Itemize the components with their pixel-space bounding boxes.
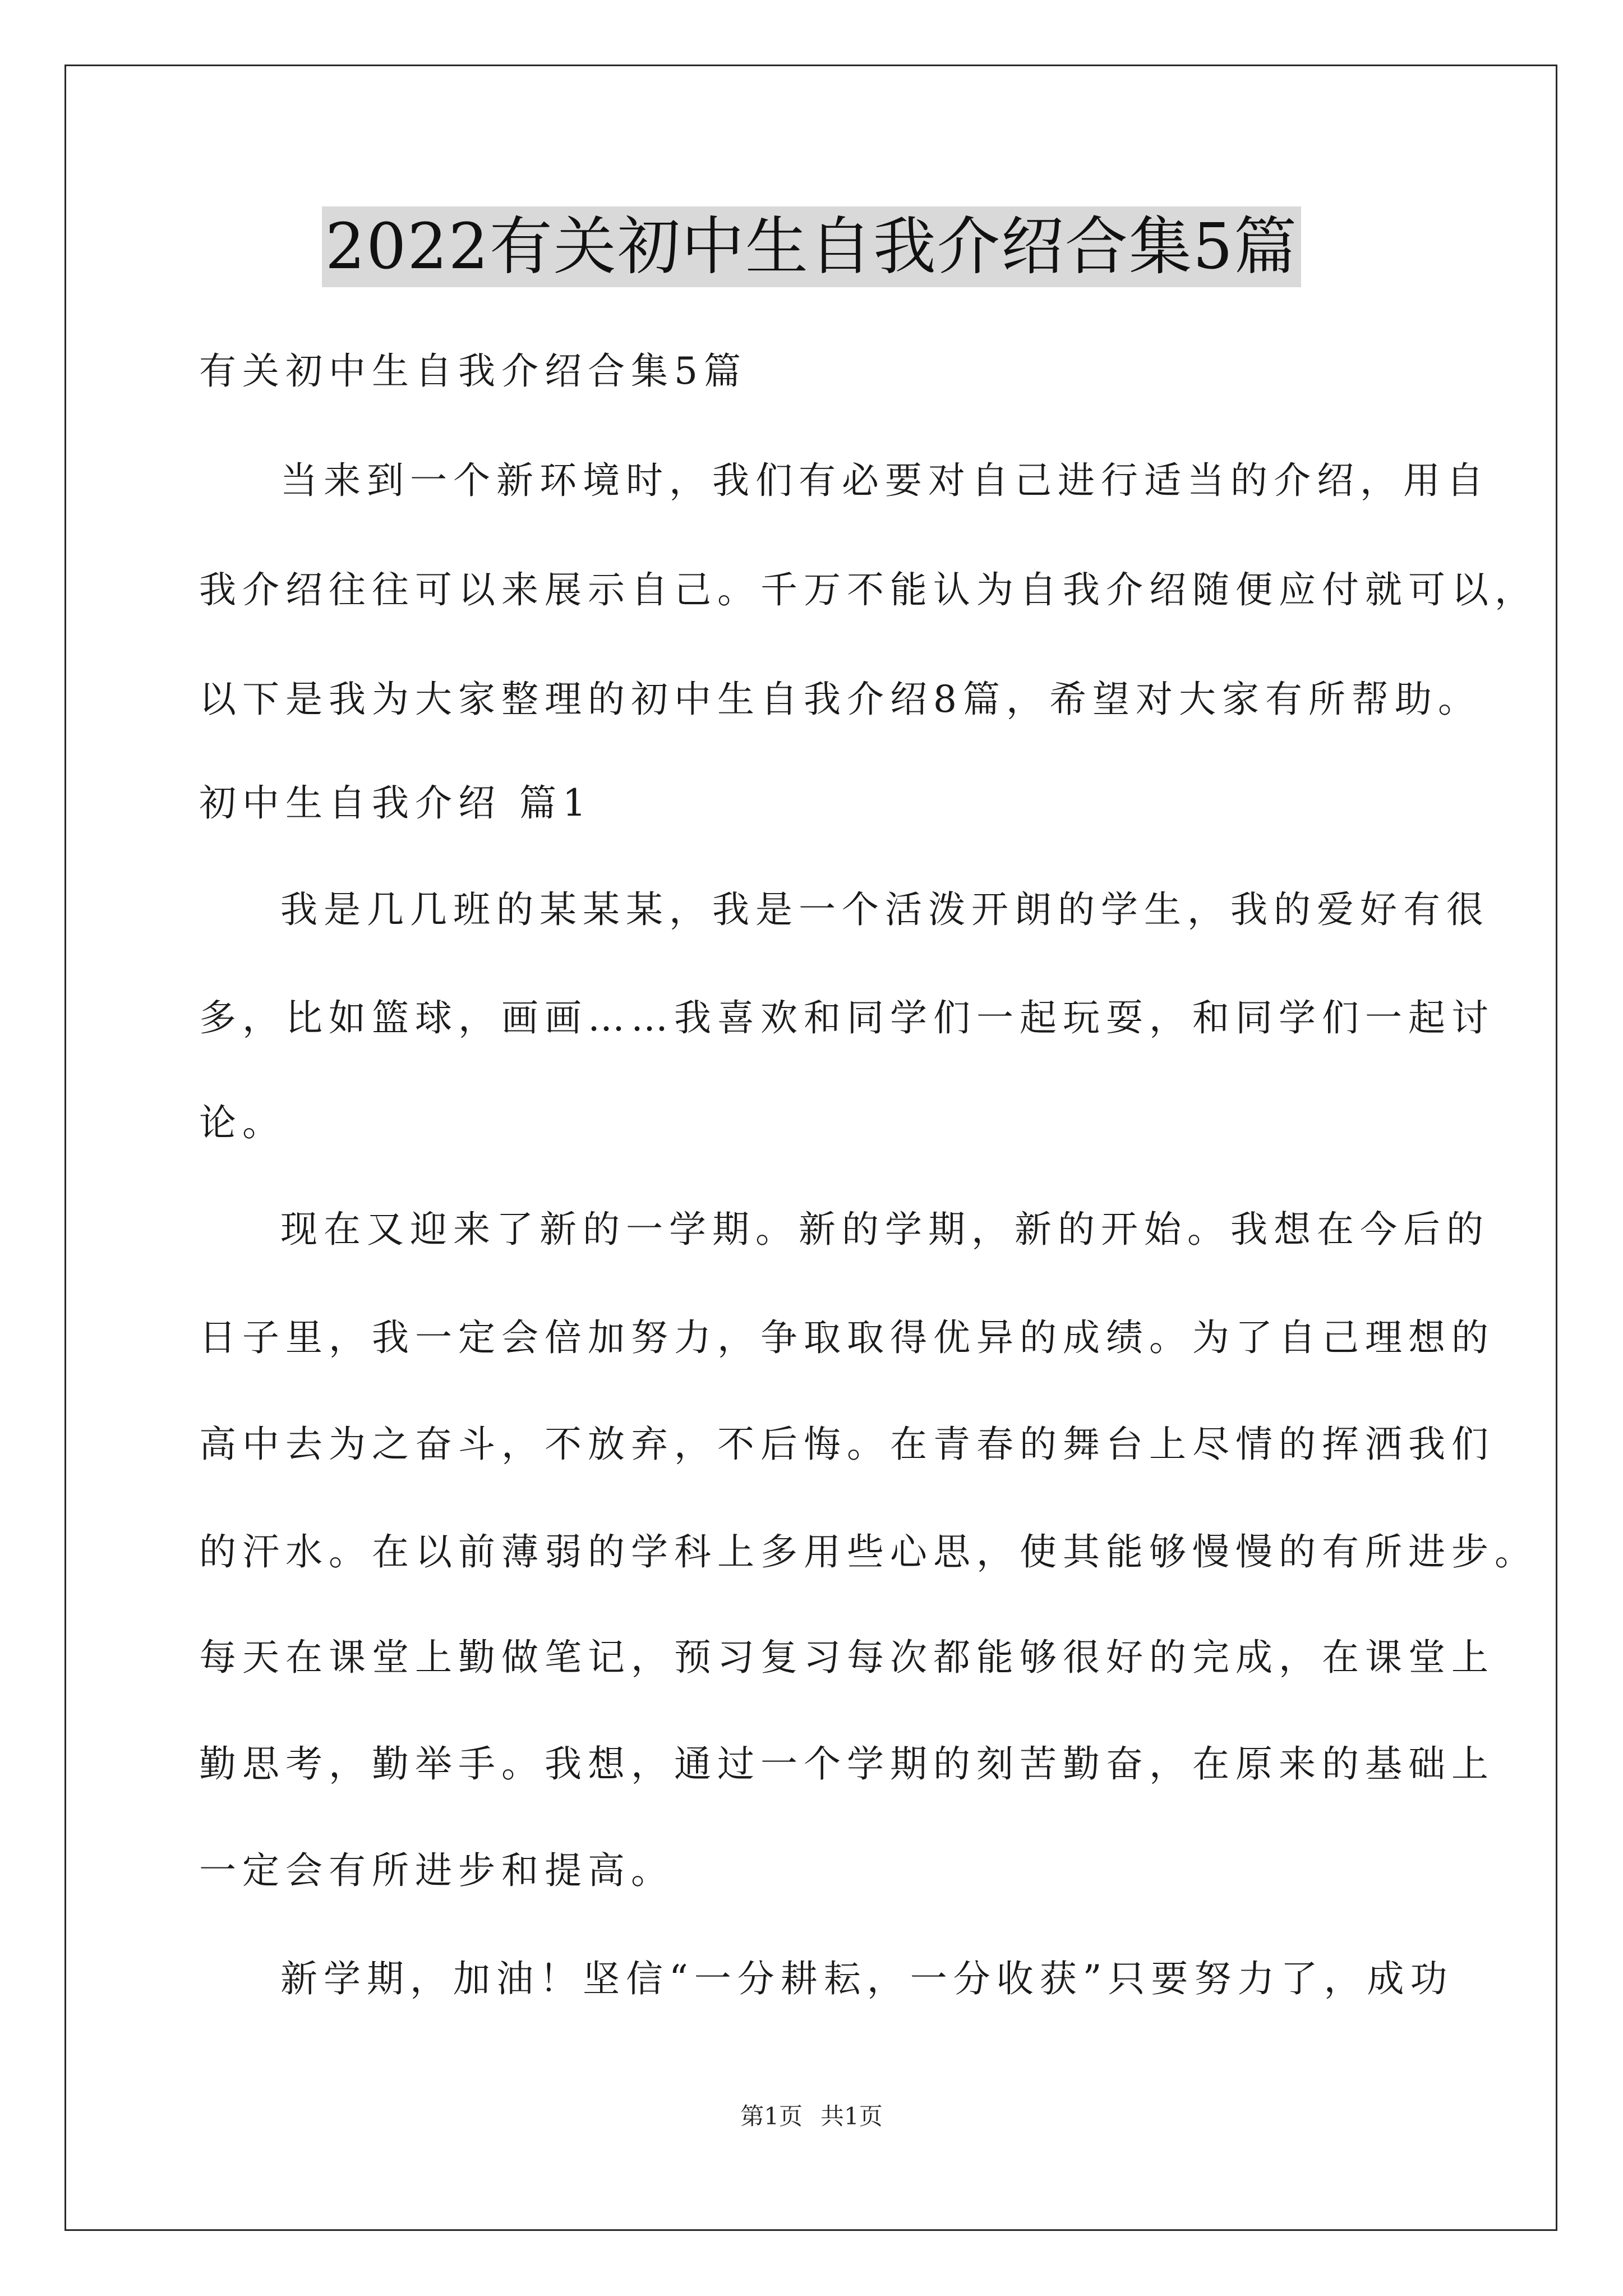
page-footer xyxy=(0,2101,1623,2132)
page-number: 第1页 xyxy=(740,2102,803,2130)
paragraph-line: 的汗水。在以前薄弱的学科上多用些心思，使其能够慢慢的有所进步。 xyxy=(199,1530,1538,1573)
paragraph-line: 勤思考，勤举手。我想，通过一个学期的刻苦勤奋，在原来的基础上 xyxy=(199,1742,1495,1786)
document-title: 2022有关初中生自我介绍合集5篇 xyxy=(322,206,1301,287)
paragraph-line: 我是几几班的某某某，我是一个活泼开朗的学生，我的爱好有很 xyxy=(280,888,1490,931)
paragraph-line: 当来到一个新环境时，我们有必要对自己进行适当的介绍，用自 xyxy=(280,459,1490,502)
paragraph-line: 现在又迎来了新的一学期。新的学期，新的开始。我想在今后的 xyxy=(280,1208,1490,1251)
page-total: 共1页 xyxy=(820,2102,883,2130)
subtitle-line: 有关初中生自我介绍合集5篇 xyxy=(199,349,747,393)
section-heading: 初中生自我介绍 篇1 xyxy=(199,781,592,825)
paragraph-line: 我介绍往往可以来展示自己。千万不能认为自我介绍随便应付就可以， xyxy=(199,568,1538,611)
paragraph-line: 日子里，我一定会倍加努力，争取取得优异的成绩。为了自己理想的 xyxy=(199,1316,1495,1359)
paragraph-line: 以下是我为大家整理的初中生自我介绍8篇，希望对大家有所帮助。 xyxy=(199,678,1481,721)
paragraph-line: 新学期，加油！坚信“一分耕耘，一分收获”只要努力了，成功 xyxy=(280,1957,1454,2000)
paragraph-line: 多，比如篮球，画画……我喜欢和同学们一起玩耍，和同学们一起讨 xyxy=(199,996,1495,1039)
paragraph-line: 高中去为之奋斗，不放弃，不后悔。在青春的舞台上尽情的挥洒我们 xyxy=(199,1423,1495,1466)
paragraph-line: 每天在课堂上勤做笔记，预习复习每次都能够很好的完成，在课堂上 xyxy=(199,1636,1495,1679)
paragraph-line: 一定会有所进步和提高。 xyxy=(199,1849,674,1892)
paragraph-line: 论。 xyxy=(199,1101,285,1144)
title-wrap xyxy=(0,206,1623,287)
